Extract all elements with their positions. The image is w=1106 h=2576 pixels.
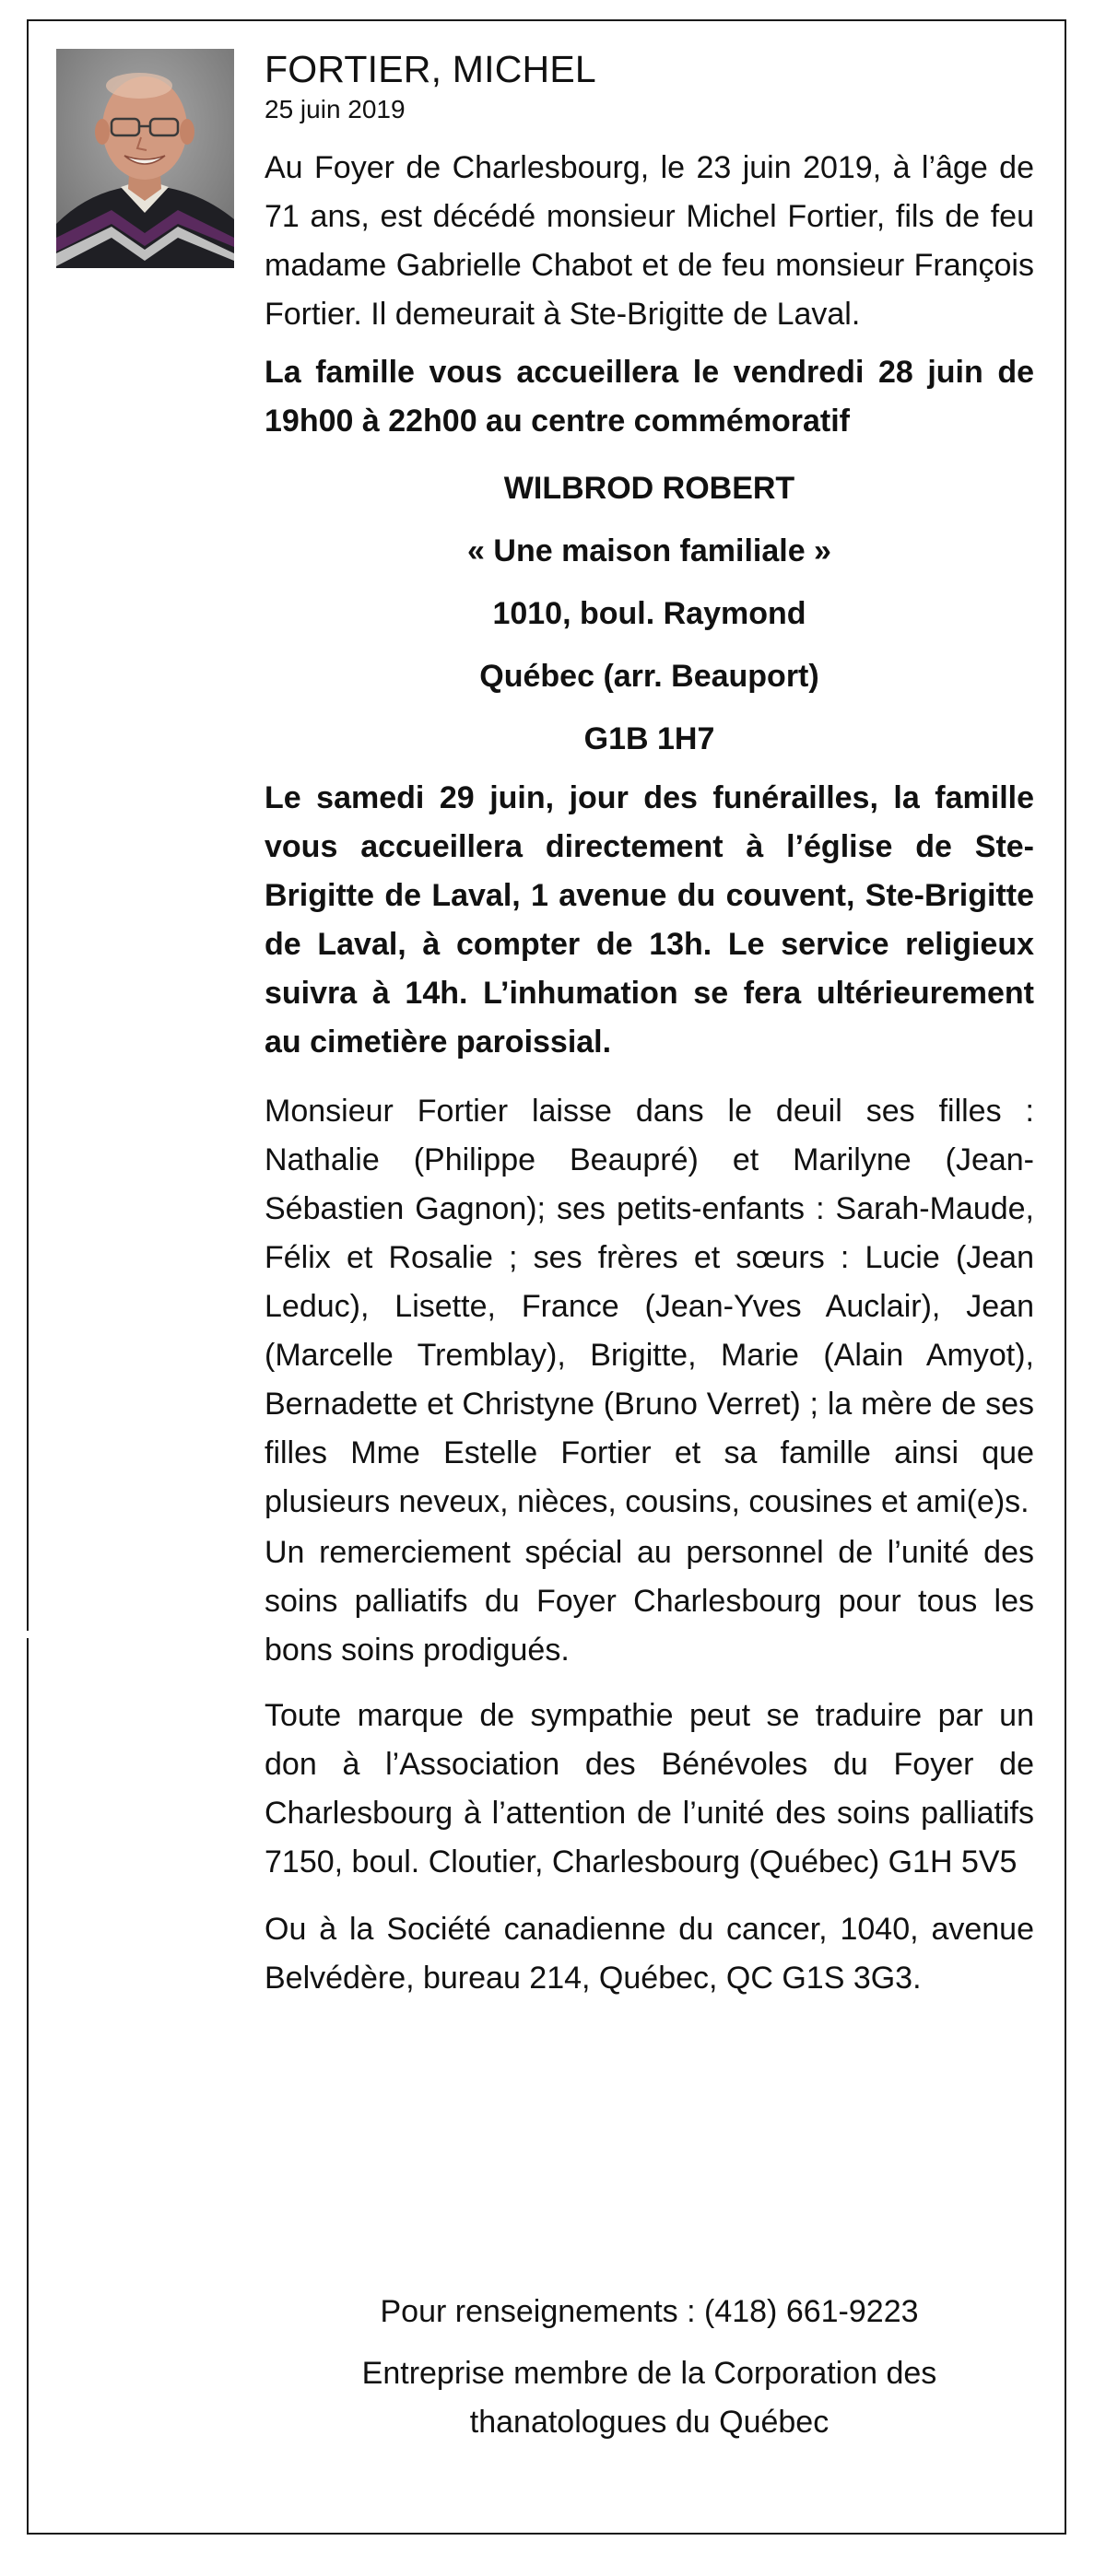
survivors-paragraph: Monsieur Fortier laisse dans le deuil ses filles : Nathalie (Philippe Beaupré) et Marilyne (Jean-Sébastien Gagnon); ses petits-enfants : Sarah-Maude, Félix et Rosalie ; ses frères et sœurs : Lucie (Jean Leduc), Lisette, France (Jean-Yves Auclair), Jean (Marcelle Tremblay), Brigitte, Marie (Alain Amyot), Bernadette et Christyne (Bruno Verret) ; la mère de ses filles Mme Estelle Fortier et sa famille ainsi que plusieurs neveux, nièces, cousins, cousines et ami(e)s. <box>265 1094 1034 1519</box>
deceased-name: FORTIER, MICHEL <box>265 48 596 90</box>
frame-gap <box>25 1631 30 1638</box>
funeral-home-name: WILBROD ROBERT <box>503 471 795 506</box>
funeral-home-slogan: « Une maison familiale » <box>467 533 831 568</box>
thanks-paragraph: Un remerciement spécial au personnel de l’unité des soins palliatifs du Foyer Charlesbourg pour tous les bons soins prodigués. <box>265 1535 1034 1668</box>
publication-date: 25 juin 2019 <box>265 95 406 123</box>
obituary-content <box>265 44 1034 2086</box>
cancer-society-paragraph: Ou à la Société canadienne du cancer, 1040, avenue Belvédère, bureau 214, Québec, QC G1S 3G3. <box>265 1912 1034 1996</box>
visitation-paragraph: La famille vous accueillera le vendredi 28 juin de 19h00 à 22h00 au centre commémoratif <box>265 355 1034 439</box>
information-phone: Pour renseignements : (418) 661-9223 <box>380 2294 919 2329</box>
death-notice-paragraph: Au Foyer de Charlesbourg, le 23 juin 2019, à l’âge de 71 ans, est décédé monsieur Michel Fortier, fils de feu madame Gabrielle Chabot et de feu monsieur François Fortier. Il demeurait à Ste-Brigitte de Laval. <box>265 150 1034 332</box>
corporation-membership: Entreprise membre de la Corporation des thanatologues du Québec <box>361 2356 937 2440</box>
funeral-paragraph: Le samedi 29 juin, jour des funérailles, la famille vous accueillera directement à l’église de Ste-Brigitte de Laval, 1 avenue du couvent, Ste-Brigitte de Laval, à compter de 13h. Le service religieux suivra à 14h. L’inhumation se fera ultérieurement au cimetière paroissial. <box>265 780 1034 1060</box>
portrait-icon <box>56 49 234 268</box>
funeral-home-street: 1010, boul. Raymond <box>492 596 806 631</box>
obituary-footer <box>265 2288 1034 2447</box>
funeral-home-city: Québec (arr. Beauport) <box>479 659 819 694</box>
funeral-home-postal-code: G1B 1H7 <box>583 721 715 756</box>
donations-paragraph: Toute marque de sympathie peut se traduire par un don à l’Association des Bénévoles du Foyer de Charlesbourg à l’attention de l’unité des soins palliatifs 7150, boul. Cloutier, Charlesbourg (Québec) G1H 5V5 <box>265 1698 1034 1879</box>
portrait-photo <box>56 49 234 268</box>
